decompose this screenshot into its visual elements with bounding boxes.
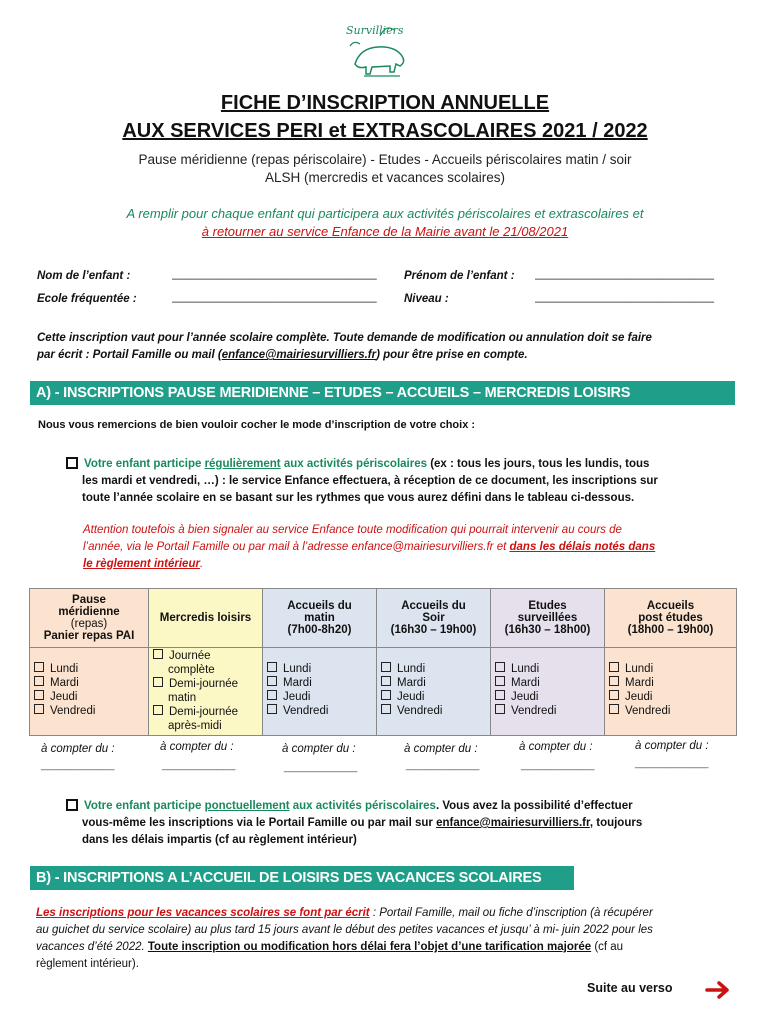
- checkbox-journee[interactable]: [153, 649, 163, 659]
- option-ponctuel: Votre enfant participe ponctuellement aux activités périscolaires. Vous avez la possibilité d’effectuer vous-même les inscriptions via le Portail Famille ou par mail sur enfance@mairiesurvilliers.fr, toujours dans les délais impartis (cf au règlement intérieur): [66, 798, 746, 849]
- field-prenom[interactable]: ____________________________: [535, 268, 715, 280]
- compter-1: à compter du :: [41, 743, 115, 755]
- header-pause: Pause méridienne (repas) Panier repas PAI: [30, 589, 149, 648]
- checkbox-lundi[interactable]: [495, 662, 505, 672]
- compter-line-1[interactable]: ____________: [41, 759, 115, 771]
- option-regulier: Votre enfant participe régulièrement aux activités périscolaires (ex : tous les jours, tous les lundis, tous les mardi et vendredi, …) : le service Enfance effectuera, à réception de ce document, les inscriptions sur toute l’année scolaire en se basant sur les rythmes que vous aurez défini dans le tableau ci-dessous.: [66, 456, 746, 507]
- compter-2: à compter du :: [160, 741, 234, 753]
- instruction-line-1: A remplir pour chaque enfant qui participera aux activités périscolaires et extrascolaires et: [126, 206, 644, 221]
- option2-email: enfance@mairiesurvilliers.fr: [436, 817, 590, 829]
- section-a-header: A) - INSCRIPTIONS PAUSE MERIDIENNE – ETUDES – ACCUEILS – MERCREDIS LOISIRS: [30, 381, 735, 405]
- compter-line-4[interactable]: ____________: [406, 759, 480, 771]
- title-line-2: AUX SERVICES PERI et EXTRASCOLAIRES 2021 / 2022: [122, 120, 648, 142]
- checkbox-jeudi[interactable]: [34, 690, 44, 700]
- checkbox-mardi[interactable]: [267, 676, 277, 686]
- note: Cette inscription vaut pour l’année scolaire complète. Toute demande de modification ou annulation doit se faire par écrit : Portail Famille ou mail (enfance@mairiesurvilliers.fr) pour être prise en compte.: [37, 332, 652, 361]
- checkbox-demi-matin[interactable]: [153, 677, 163, 687]
- svg-text:Survilliers: Survilliers: [346, 24, 404, 37]
- suite-au-verso: Suite au verso: [587, 981, 673, 995]
- header-soir: Accueils du Soir (16h30 – 19h00): [377, 589, 491, 648]
- checkbox-jeudi[interactable]: [267, 690, 277, 700]
- thanks-text: Nous vous remercions de bien vouloir cocher le mode d’inscription de votre choix :: [38, 419, 476, 431]
- compter-5: à compter du :: [519, 741, 593, 753]
- field-ecole[interactable]: ________________________________: [172, 291, 377, 303]
- compter-line-5[interactable]: ____________: [521, 759, 595, 771]
- field-nom[interactable]: ________________________________: [172, 268, 377, 280]
- checkbox-lundi[interactable]: [34, 662, 44, 672]
- label-ecole: Ecole fréquentée :: [37, 293, 137, 305]
- checkbox-vendredi[interactable]: [495, 704, 505, 714]
- checkbox-mardi[interactable]: [495, 676, 505, 686]
- checkbox-mardi[interactable]: [381, 676, 391, 686]
- compter-line-6[interactable]: ____________: [635, 757, 709, 769]
- header-matin: Accueils du matin (7h00-8h20): [263, 589, 377, 648]
- checkbox-demi-apres-midi[interactable]: [153, 705, 163, 715]
- label-nom: Nom de l’enfant :: [37, 270, 131, 282]
- checkbox-ponctuel[interactable]: [66, 799, 78, 811]
- field-niveau[interactable]: ____________________________: [535, 291, 715, 303]
- checkbox-jeudi[interactable]: [609, 690, 619, 700]
- checkbox-mardi[interactable]: [609, 676, 619, 686]
- section-b-header: B) - INSCRIPTIONS A L’ACCUEIL DE LOISIRS DES VACANCES SCOLAIRES: [30, 866, 574, 890]
- compter-4: à compter du :: [404, 743, 478, 755]
- checkbox-jeudi[interactable]: [495, 690, 505, 700]
- warning-text: Attention toutefois à bien signaler au service Enfance toute modification qui pourrait intervenir au cours de l’année, via le Portail Famille ou par mail à l’adresse enfance@mairiesurvilliers.fr et dans les délais notés dans le règlement intérieur.: [83, 524, 656, 570]
- header-etudes: Etudes surveillées (16h30 – 18h00): [491, 589, 605, 648]
- header-mercredis: Mercredis loisirs: [149, 589, 263, 648]
- checkbox-vendredi[interactable]: [267, 704, 277, 714]
- schedule-table: [29, 588, 737, 736]
- compter-line-2[interactable]: ____________: [162, 759, 236, 771]
- note-email: enfance@mairiesurvilliers.fr: [221, 349, 377, 361]
- header-post-etudes: Accueils post études (18h00 – 19h00): [605, 589, 737, 648]
- checkbox-mardi[interactable]: [34, 676, 44, 686]
- days-matin: Lundi Mardi Jeudi Vendredi: [263, 648, 377, 736]
- checkbox-lundi[interactable]: [609, 662, 619, 672]
- compter-6: à compter du :: [635, 740, 709, 752]
- subtitle-line-2: ALSH (mercredis et vacances scolaires): [264, 170, 506, 185]
- checkbox-lundi[interactable]: [267, 662, 277, 672]
- vacances-text: Les inscriptions pour les vacances scolaires se font par écrit : Portail Famille, mail ou fiche d’inscription (à récupérer au guichet du service scolaire) au plus tard 15 jours avant le début des petites vacances et jusqu’ à mi- juin 2022 pour les vacances d’été 2022. Toute inscription ou modification hors délai fera l’objet d’une tarification majorée (cf au règlement intérieur).: [36, 907, 653, 970]
- arrow-right-icon: [705, 980, 731, 1005]
- checkbox-vendredi[interactable]: [381, 704, 391, 714]
- options-mercredi: Journée complète Demi-journée matin Demi-journée après-midi: [149, 648, 263, 736]
- days-soir: Lundi Mardi Jeudi Vendredi: [377, 648, 491, 736]
- boar-logo-icon: [340, 14, 420, 84]
- logo: [340, 14, 420, 84]
- subtitle-line-1: Pause méridienne (repas périscolaire) - Etudes - Accueils périscolaires matin / soir: [138, 152, 632, 167]
- checkbox-jeudi[interactable]: [381, 690, 391, 700]
- checkbox-vendredi[interactable]: [34, 704, 44, 714]
- instruction-line-2: à retourner au service Enfance de la Mairie avant le 21/08/2021: [201, 224, 569, 239]
- checkbox-lundi[interactable]: [381, 662, 391, 672]
- compter-line-3[interactable]: ____________: [284, 761, 358, 773]
- days-etudes: Lundi Mardi Jeudi Vendredi: [491, 648, 605, 736]
- checkbox-vendredi[interactable]: [609, 704, 619, 714]
- checkbox-regulier[interactable]: [66, 457, 78, 469]
- compter-3: à compter du :: [282, 743, 356, 755]
- label-niveau: Niveau :: [404, 293, 449, 305]
- days-post-etudes: Lundi Mardi Jeudi Vendredi: [605, 648, 737, 736]
- days-pause: Lundi Mardi Jeudi Vendredi: [30, 648, 149, 736]
- label-prenom: Prénom de l’enfant :: [404, 270, 515, 282]
- title-line-1: FICHE D’INSCRIPTION ANNUELLE: [220, 92, 550, 114]
